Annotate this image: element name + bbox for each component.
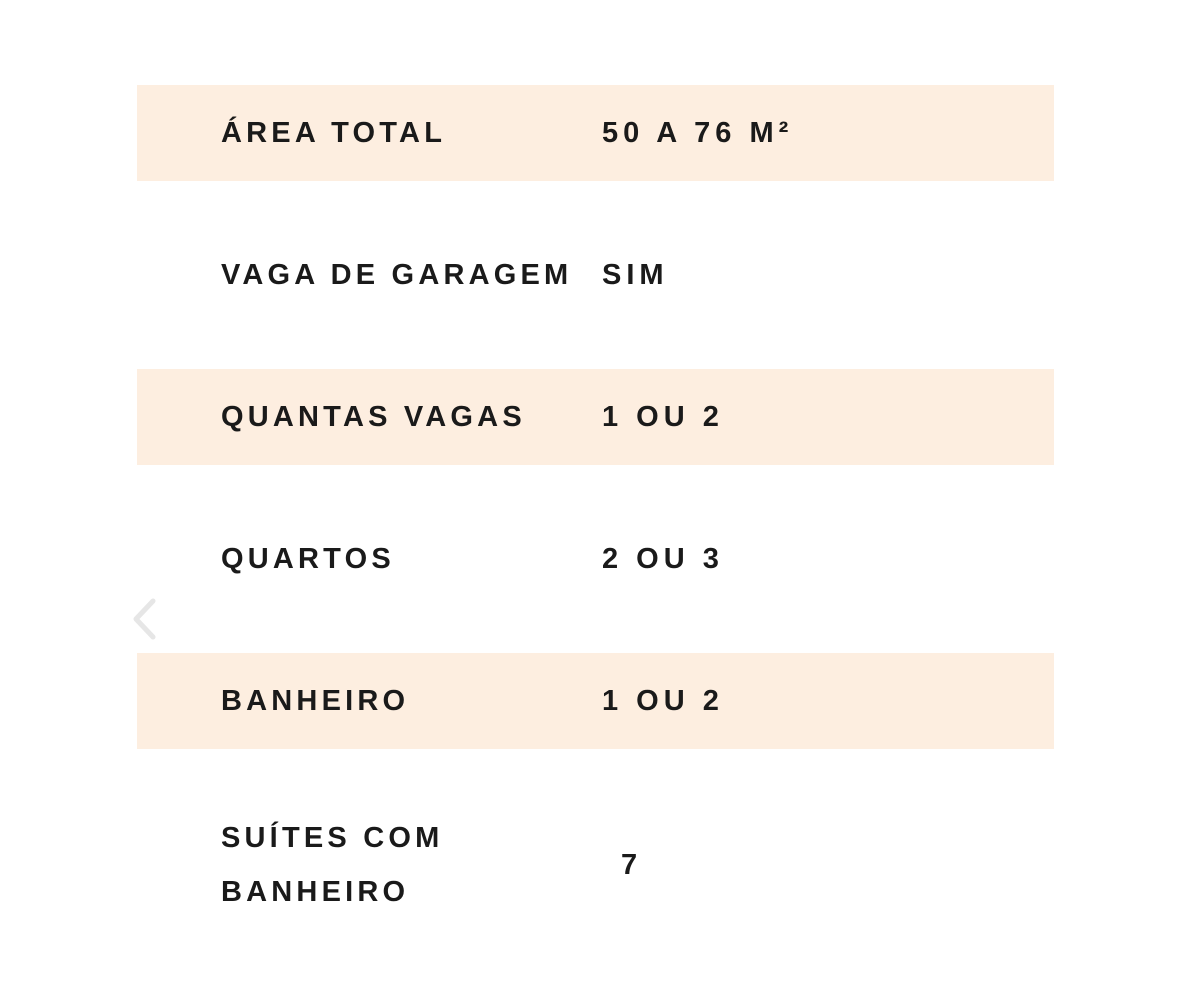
spec-row-area-total [137,85,1054,181]
spec-value: 1 OU 2 [602,685,724,717]
spec-row-vaga-garagem [137,227,1054,323]
carousel-prev-button[interactable] [126,596,162,642]
spec-row-banheiro [137,653,1054,749]
spec-row-suites [137,795,1054,935]
spec-value: SIM [602,259,669,291]
spec-label: QUANTAS VAGAS [221,401,526,433]
spec-row-quartos [137,511,1054,607]
spec-label: SUÍTES COM BANHEIRO [221,822,444,908]
spec-label: QUARTOS [221,543,395,575]
specs-table [137,85,1054,935]
chevron-left-icon [126,596,162,642]
spec-value: 7 [621,849,643,881]
spec-row-quantas-vagas [137,369,1054,465]
spec-label: ÁREA TOTAL [221,117,447,149]
spec-label: BANHEIRO [221,685,410,717]
spec-label: VAGA DE GARAGEM [221,259,573,291]
spec-value: 2 OU 3 [602,543,724,575]
spec-value: 50 A 76 M² [602,117,794,149]
spec-value: 1 OU 2 [602,401,724,433]
